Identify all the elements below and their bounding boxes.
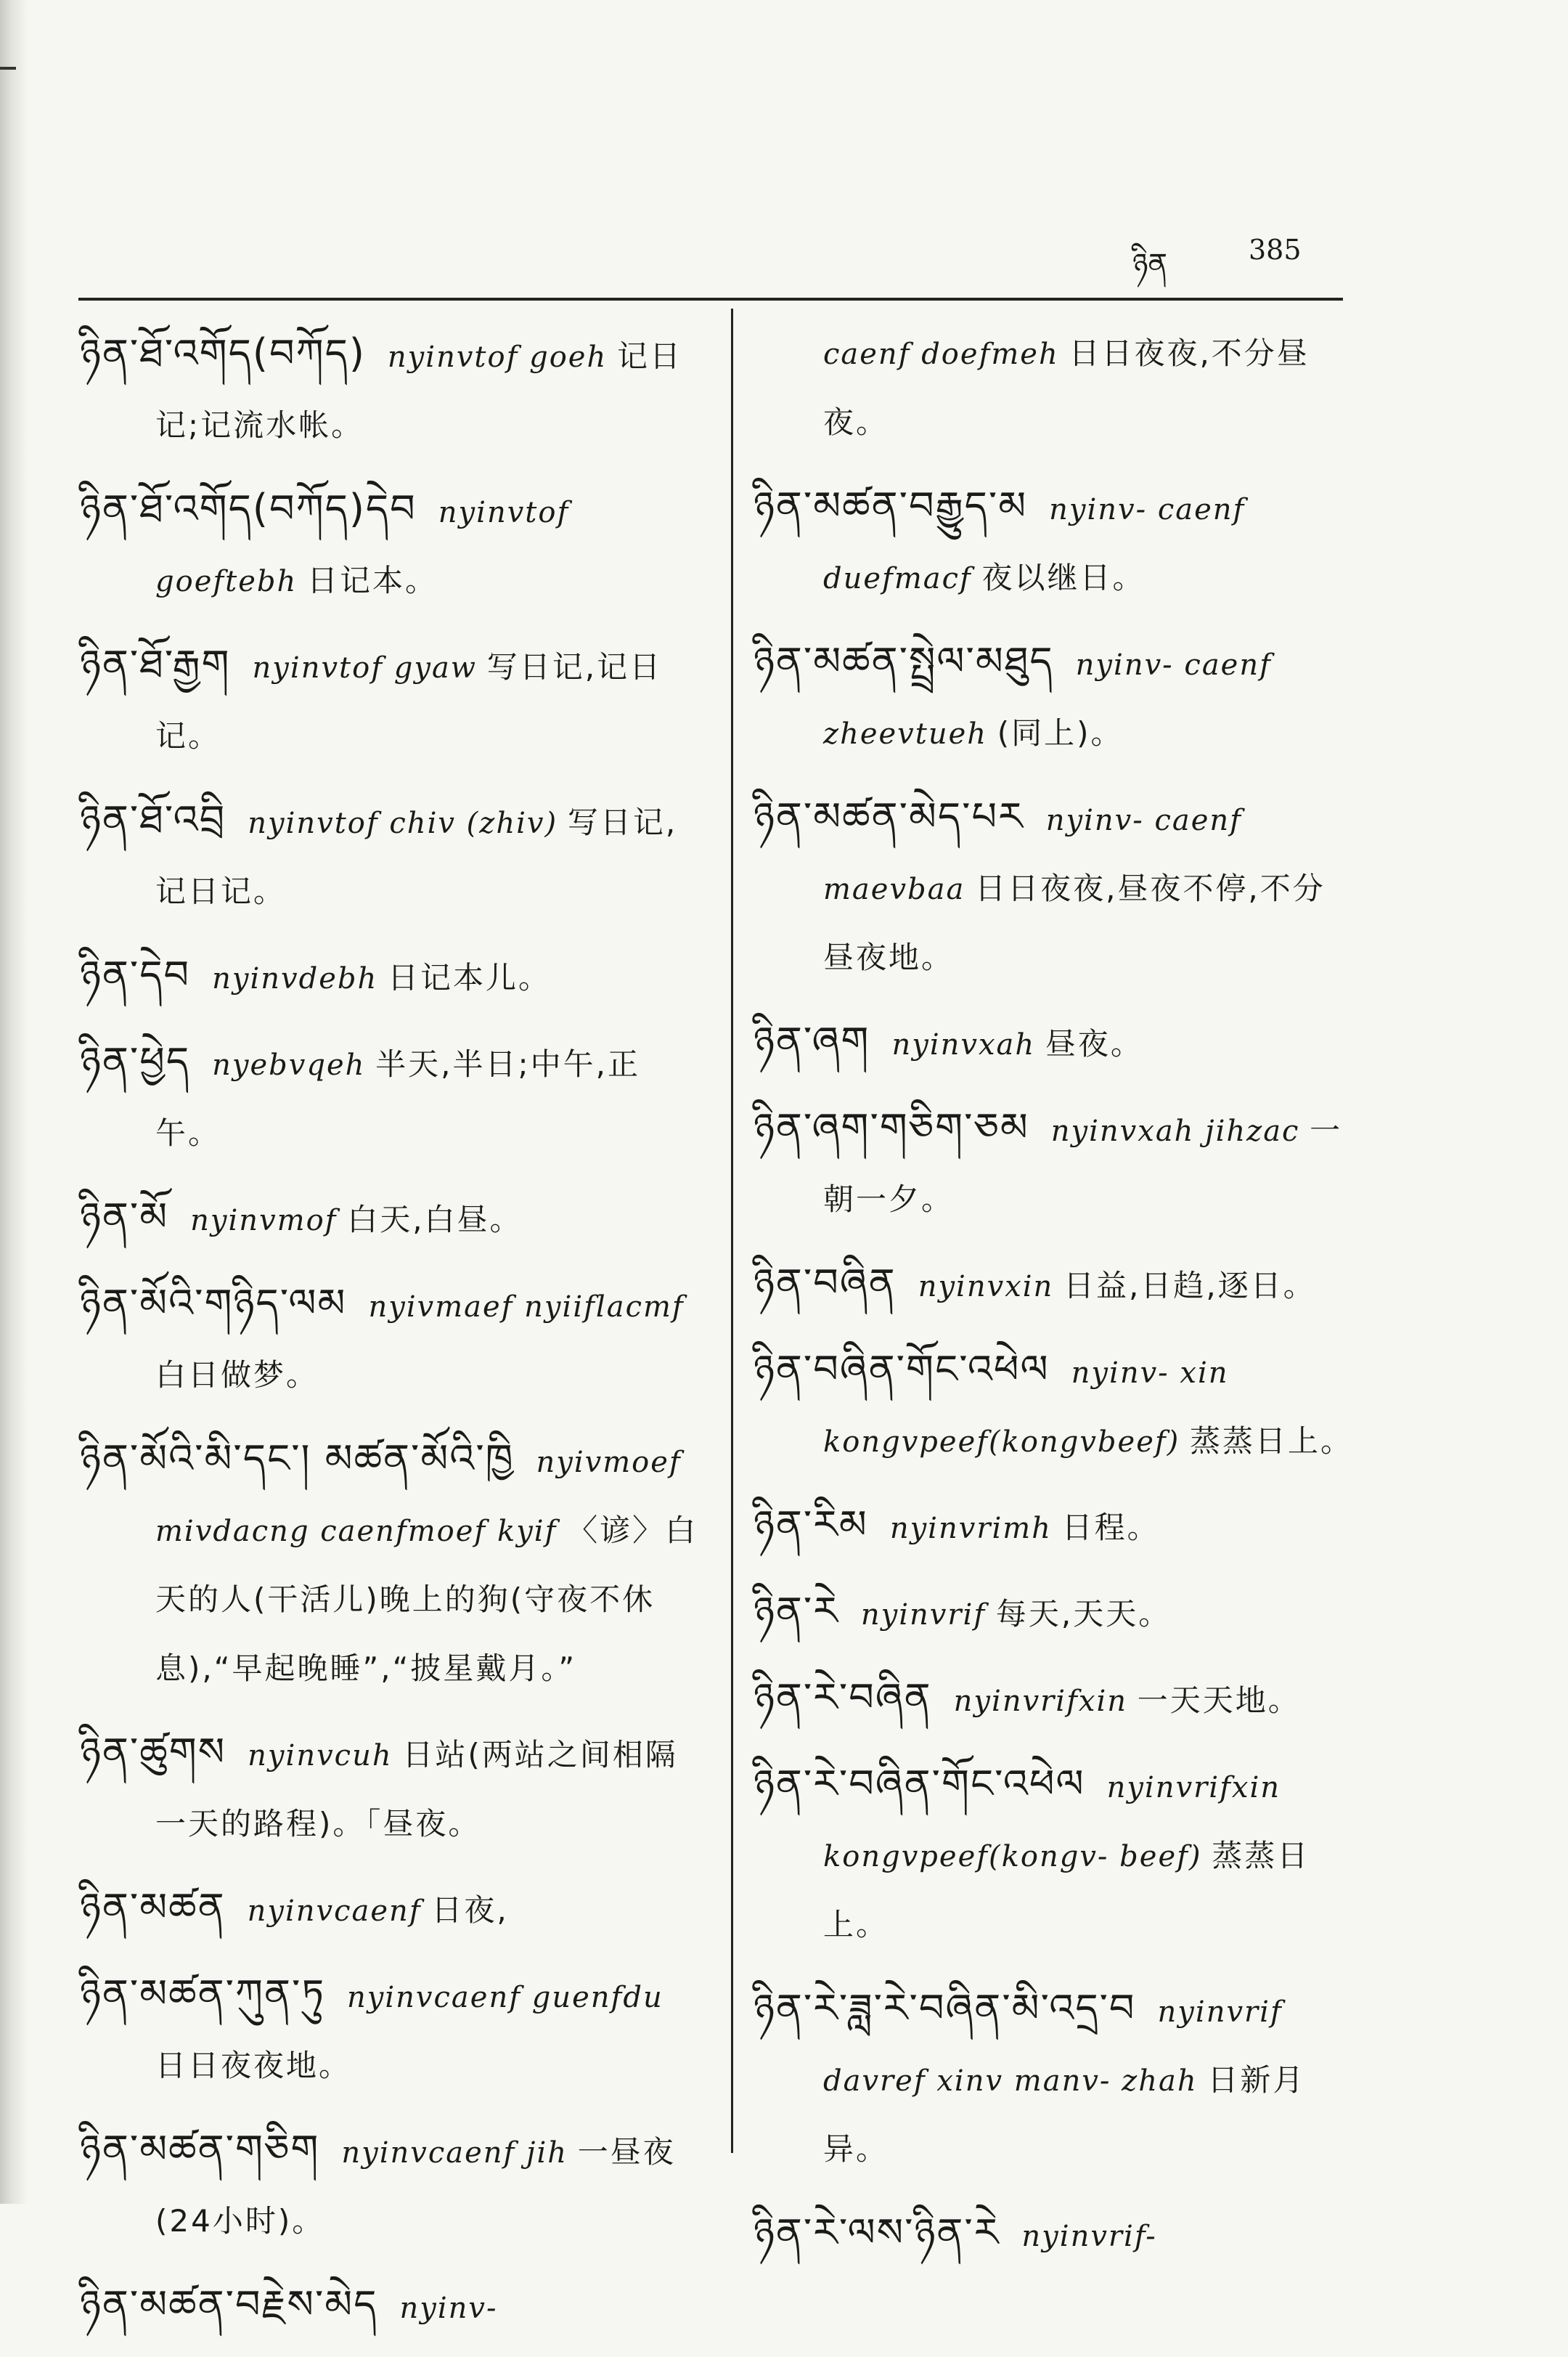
entry-romanization: nyinvtof gyaw [252,651,478,685]
dictionary-entry [80,786,698,927]
entry-romanization: nyinvrifxin [953,1685,1128,1718]
entry-definition: 日新月异。 [823,2062,1306,2167]
entry-romanization: nyinvtof goeh [387,341,608,374]
page-number: 385 [1249,234,1302,266]
right-column [754,319,1357,2285]
scan-edge-shadow [0,0,28,2204]
dictionary-entry [754,472,1357,613]
entry-tibetan: ཉིན་ཞག་གཅིག་ཅམ [754,1104,1029,1150]
dictionary-entry [754,1335,1357,1476]
entry-tibetan: ཉིན་མོ [80,1194,169,1239]
dictionary-entry [754,1664,1357,1735]
entry-romanization: nyinvcuh [248,1739,393,1772]
dictionary-entry [754,1491,1357,1563]
column-divider [731,309,733,2153]
entry-romanization: nyinvmof [190,1204,338,1237]
entry-romanization: nyinvrimh [889,1512,1052,1545]
entry-definition: 半天,半日;中午,正午。 [155,1046,640,1151]
entry-tibetan: ཉིན་རེ་བཞིན [754,1674,932,1720]
entry-romanization: nyinv- caenf zheevtueh [823,648,1272,751]
entry-romanization: nyinv- xin kongvpeef(kongvbeef) [823,1356,1229,1459]
entry-tibetan: ཉིན་མཚན་ཀུན་ཏུ [80,1971,326,2016]
entry-tibetan: ཉིན་ཐོ་རྒྱག [80,641,231,687]
entry-tibetan: ཉིན་ཕྱེད [80,1038,191,1084]
entry-tibetan: ཉིན་བཞིན [754,1260,897,1306]
entry-romanization: nyinv- caenf maevbaa [823,804,1242,906]
dictionary-entry [754,627,1357,768]
entry-tibetan: ཉིན་མོའི་མི་དང་། མཚན་མོའི་ཁྱི [80,1436,515,1481]
entry-definition: 写日记,记日记。 [155,649,663,754]
entry-romanization: nyinvxah jihzac [1050,1115,1300,1148]
entry-romanization: nyinvrifxin kongvpeef(kongv- beef) [823,1771,1281,1873]
entry-definition: 一天天地。 [1137,1682,1301,1718]
entry-definition: 昼夜。 [1045,1026,1143,1062]
entry-definition: 白天,白昼。 [347,1202,523,1237]
running-head [1132,231,1307,281]
entry-definition: 日站(两站之间相隔一天的路程)。「昼夜。 [155,1737,678,1841]
entry-romanization: nyinvrif- [1021,2220,1157,2253]
entry-romanization: caenf doefmeh [823,338,1059,371]
entry-definition: 记日记;记流水帐。 [155,338,682,443]
dictionary-entry-continued [754,319,1357,457]
entry-definition: (同上)。 [997,715,1124,751]
entry-tibetan: ཉིན་མོའི་གཉིད་ལམ [80,1280,347,1326]
entry-definition: 写日记,记日记。 [155,805,678,909]
entry-romanization: nyinvdebh [212,962,378,996]
entry-definition: 夜以继日。 [981,560,1146,595]
entry-romanization: nyinvtof goeftebh [155,496,570,598]
dictionary-entry [754,1974,1357,2184]
dictionary-entry [80,475,698,616]
entry-romanization: nyinvrif [860,1598,987,1632]
dictionary-entry [754,1750,1357,1960]
entry-definition: 日记本。 [307,563,438,598]
dictionary-entry [80,1873,698,1945]
dictionary-entry [80,2115,698,2256]
entry-definition: 日记本儿。 [388,960,552,996]
entry-tibetan: ཉིན་ཐོ་འགོད(བཀོད) [80,330,366,376]
entry-tibetan: ཉིན་མཚན་བརྗེས་མེད [80,2281,378,2327]
entry-romanization: nyinvxin [918,1270,1054,1303]
entry-definition: 蒸蒸日上。 [823,1838,1310,1942]
dictionary-entry [80,319,698,460]
entry-definition: 日益,日趋,逐日。 [1063,1268,1316,1303]
dictionary-entry [80,2271,698,2342]
dictionary-entry [80,1183,698,1255]
entry-tibetan: ཉིན་བཞིན་གོང་འཕེལ [754,1346,1050,1392]
dictionary-entry [754,783,1357,993]
entry-tibetan: ཉིན་རིམ [754,1502,868,1547]
dictionary-entry [754,2199,1357,2271]
entry-definition: 日日夜夜地。 [155,2048,352,2083]
entry-tibetan: ཉིན་མཚན་སྤྲེལ་མཐུད [754,638,1054,684]
dictionary-entry [754,1249,1357,1321]
entry-tibetan: ཉིན་ཚུགས [80,1729,226,1775]
entry-definition: 〈谚〉白天的人(干活儿)晚上的狗(守夜不休息),“早起晚睡”,“披星戴月。” [155,1513,698,1686]
dictionary-entry [754,1094,1357,1234]
entry-tibetan: ཉིན་མཚན་བརྒྱུད་མ [754,483,1028,529]
entry-definition: 日日夜夜,昼夜不停,不分昼夜地。 [823,871,1326,975]
entry-tibetan: ཉིན་རེ་བཞིན་གོང་འཕེལ [754,1761,1085,1807]
entry-tibetan: ཉིན་རེ་ཟླ་རེ་བཞིན་མི་འདྲ་བ [754,1985,1136,2031]
entry-romanization: nyinvtof chiv (zhiv) [248,807,558,840]
entry-romanization: nyinvrif davref xinv manv- zhah [823,1995,1283,2098]
entry-tibetan: ཉིན་མཚན [80,1884,226,1930]
entry-tibetan: ཉིན་རེ [754,1588,839,1634]
scan-margin-mark [0,67,16,70]
entry-tibetan: ཉིན་ཐོ་འགོད(བཀོད)དེབ [80,486,417,532]
entry-definition: 日日夜夜,不分昼夜。 [823,335,1310,440]
entry-tibetan: ཉིན་ཐོ་འབྲི [80,797,226,842]
dictionary-entry [80,1425,698,1703]
entry-romanization: nyinv- caenf duefmacf [823,493,1246,595]
entry-definition: 一朝一夕。 [823,1112,1343,1217]
entry-tibetan: ཉིན་དེབ [80,952,191,998]
entry-definition: 一昼夜(24小时)。 [155,2134,676,2239]
entry-romanization: nyinvxah [891,1028,1036,1062]
running-head-word: ཉིན [1132,248,1168,281]
dictionary-entry [80,1960,698,2101]
entry-tibetan: ཉིན་ཞག [754,1018,870,1064]
entry-romanization: nyinv- [399,2292,498,2325]
entry-romanization: nyivmoef mivdacng caenfmoef kyif [155,1446,682,1548]
dictionary-entry [754,1577,1357,1649]
entry-romanization: nyinvcaenf [247,1894,422,1928]
dictionary-entry [80,1269,698,1410]
entry-tibetan: ཉིན་མཚན་མེད་པར [754,794,1024,839]
entry-definition: 每天,天天。 [995,1596,1172,1632]
dictionary-entry [754,1007,1357,1079]
entry-definition: 蒸蒸日上。 [1190,1423,1354,1459]
entry-romanization: nyebvqeh [212,1049,366,1082]
header-rule [78,298,1343,301]
dictionary-entry [80,1027,698,1168]
entry-tibetan: ཉིན་མཚན་གཅིག [80,2126,320,2172]
dictionary-entry [80,1718,698,1859]
entry-definition: 日程。 [1061,1510,1160,1545]
dictionary-entry [80,941,698,1013]
entry-romanization: nyivmaef nyiiflacmf [368,1290,685,1324]
entry-definition: 日夜, [431,1892,509,1928]
dictionary-entry [80,630,698,771]
entry-romanization: nyinvcaenf jih [341,2136,568,2170]
entry-tibetan: ཉིན་རེ་ལས་ཉིན་རེ [754,2210,1000,2255]
entry-romanization: nyinvcaenf guenfdu [347,1981,663,2014]
entry-definition: 白日做梦。 [155,1357,319,1393]
left-column [80,319,698,2357]
